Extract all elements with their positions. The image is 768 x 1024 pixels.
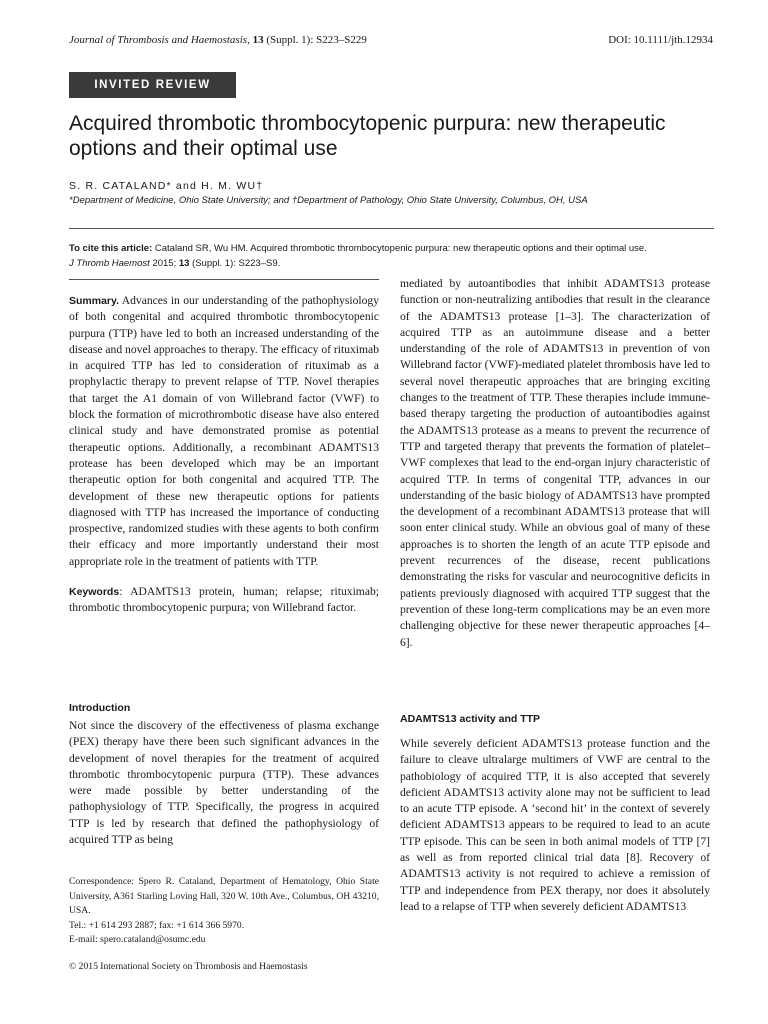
correspondence-email: E-mail: spero.cataland@osumc.edu: [69, 934, 206, 945]
journal-name: Journal of Thrombosis and Haemostasis: [69, 34, 248, 46]
journal-volume: 13: [252, 34, 264, 46]
left-column: [69, 293, 379, 617]
correspondence-phone: Tel.: +1 614 293 2887; fax: +1 614 366 5970.: [69, 919, 245, 931]
right-column-lower: [400, 736, 710, 915]
adamts13-heading: ADAMTS13 activity and TTP: [400, 713, 541, 725]
doi: DOI: 10.1111/jth.12934: [608, 34, 713, 46]
running-header: Journal of Thrombosis and Haemostasis, 13 (Suppl. 1): S223–S229 DOI: 10.1111/jth.12934: [69, 34, 713, 46]
citation-volume: 13: [178, 258, 190, 269]
keywords-paragraph: [69, 584, 379, 617]
citation-label: To cite this article:: [69, 243, 153, 254]
article-type-banner: INVITED REVIEW: [69, 72, 236, 98]
journal-pages: (Suppl. 1): S223–S229: [263, 34, 367, 46]
introduction-text: Not since the discovery of the effectiveness of plasma exchange (PEX) therapy have there been such significant advances in the development of novel therapies for the treatment of acquired thrombotic thrombocytopenic purpura (TTP). These advances were made possible by better understanding of the pathophysiology of TTP. Specifically, the progress in acquired TTP is led by research that defined the pathophysiology of acquired TTP as being: [69, 719, 379, 847]
right-column: [400, 276, 710, 651]
correspondence-address: Correspondence: Spero R. Cataland, Department of Hematology, Ohio State University, A361 Starling Loving Hall, 320 W. 10th Ave., Columbus, OH 43210, USA.: [69, 876, 379, 916]
summary-label: Summary.: [69, 295, 119, 307]
right-paragraph-1: mediated by autoantibodies that inhibit ADAMTS13 protease function or non-neutralizing antibodies that result in the clearance of the ADAMTS13 protease [1–3]. The characterization of acquired TTP as an autoimmune disease and a better understanding of the role of ADAMTS13 in prevention of von Willebrand factor (VWF)-mediated platelet thrombosis have led to several novel therapeutic approaches that are bringing exciting changes to the treatment of TTP. These therapies include immune-based therapy targeting the production of autoantibodies against the ADAMTS13 protease as a means to prevent the recurrence of TTP and targeted therapy that prevents the formation of platelet–VWF complexes that lead to the end-organ injury characteristic of acquired TTP. In terms of congenital TTP, advances in our understanding of the basic biology of ADAMTS13 have prompted the development of a recombinant ADAMTS13 protease that will soon enter clinical study. While an obvious goal of many of these approaches is to shorten the length of an acute TTP episode and prevent recurrences of the disease, recent publications demonstrating the risks for vascular and neurocognitive deficits in patients previously diagnosed with acquired TTP suggest that the prevention of these long-term complications may be an even more challenging objective for these newer therapeutic approaches [4–6].: [400, 277, 710, 649]
right-paragraph-2: While severely deficient ADAMTS13 protease function and the failure to cleave ultralarge multimers of VWF are central to the pathobiology of acquired TTP, it is also accepted that severely deficient ADAMTS13 activity alone may not be sufficient to lead to an acute TTP episode. A ‘second hit’ in the context of severely deficient ADAMTS13 appears to be required to lead to an acute TTP episode. This can be seen in both animal models of TTP [7] as well as from reported clinical trial data [8]. Recovery of ADAMTS13 activity is not required to achieve a remission of TTP and independence from PEX therapy, nor does it absolutely lead to a relapse of TTP when severely deficient ADAMTS13: [400, 737, 710, 913]
citation-journal: J Thromb Haemost: [69, 258, 150, 269]
article-title: Acquired thrombotic thrombocytopenic purpura: new therapeutic options and their optimal use: [69, 112, 666, 160]
divider-column: [69, 279, 379, 280]
citation-block: [69, 241, 714, 271]
citation-pages: (Suppl. 1): S223–S9.: [189, 258, 281, 269]
correspondence-block: [69, 875, 379, 948]
introduction-heading: Introduction: [69, 702, 131, 714]
summary-paragraph: [69, 293, 379, 570]
keywords-label: Keywords: [69, 586, 120, 599]
citation-year: 2015;: [149, 258, 179, 269]
summary-text: Advances in our understanding of the pathophysiology of both congenital and acquired thrombotic thrombocytopenic purpura (TTP) have led to both an increased understanding of the disease and novel approaches to therapy. The efficacy of rituximab in acquired TTP has led to consideration of rituximab as a prophylactic therapy to prevent relapse of TTP. Novel therapies that target the A1 domain of von Willebrand factor (VWF) to block the formation of microthrombotic disease have also entered clinical study and have demonstrated promise as potential therapeutic options. Additionally, a recombinant ADAMTS13 protease has been developed which may be an important therapeutic option for both congenital and acquired TTP. The development of these new therapeutic options for patients diagnosed with TTP has increased the importance of conducting prospective, randomized studies with these agents to both confirm their efficacy and more importantly understand their most appropriate role in the treatment of patients with TTP.: [69, 294, 380, 568]
divider-top: [69, 228, 714, 229]
copyright: © 2015 International Society on Thrombosis and Haemostasis: [69, 961, 308, 972]
authors: S. R. CATALAND* and H. M. WU†: [69, 180, 264, 192]
citation-text: Cataland SR, Wu HM. Acquired thrombotic thrombocytopenic purpura: new therapeutic options and their optimal use.: [154, 243, 647, 254]
keywords-text: : ADAMTS13 protein, human; relapse; rituximab; thrombotic thrombocytopenic purpura; von Willebrand factor.: [69, 585, 379, 615]
affiliation: *Department of Medicine, Ohio State University; and †Department of Pathology, Ohio State University, Columbus, OH, USA: [69, 195, 588, 206]
introduction-column: [69, 718, 379, 848]
